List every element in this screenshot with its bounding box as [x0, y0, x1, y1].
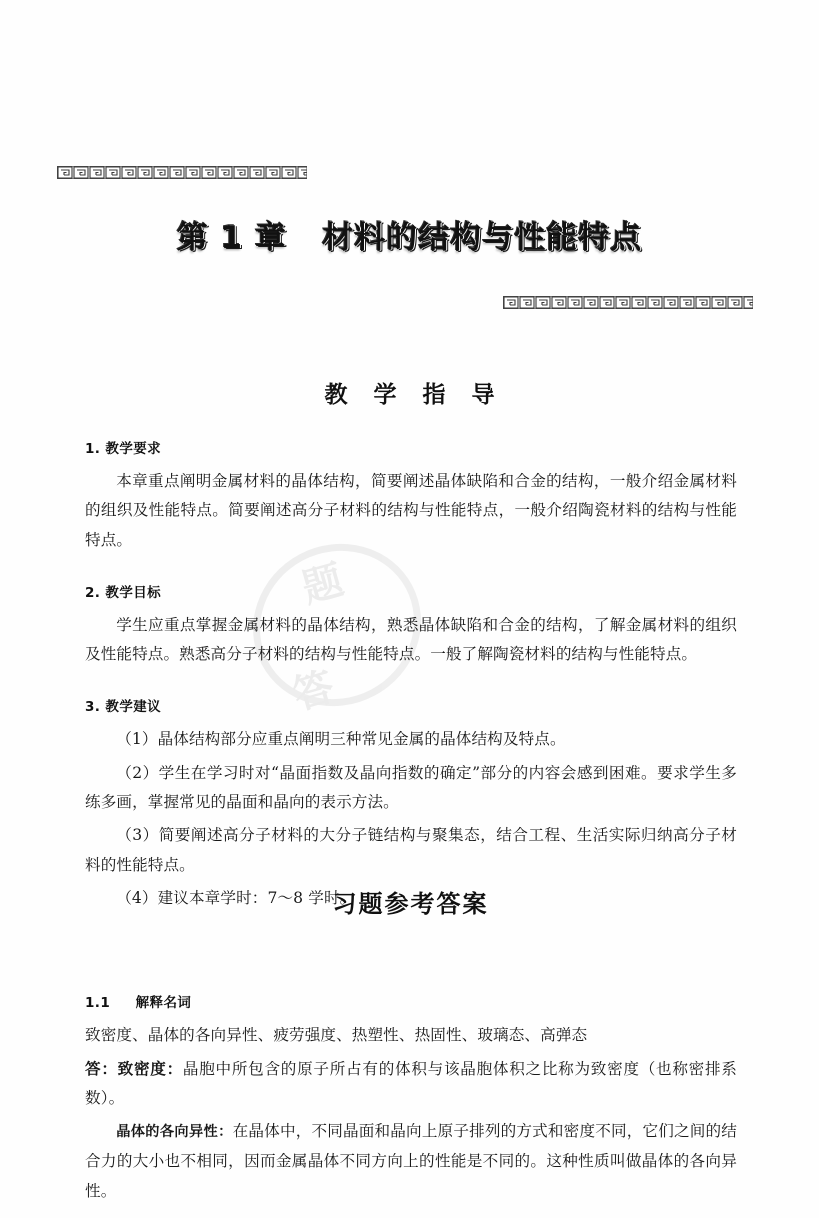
exercise-heading-1-1 [85, 991, 737, 1011]
exercise-title: 解释名词 [135, 995, 192, 1012]
exercise-heading-spacer [115, 995, 130, 1011]
section-teaching-requirements [85, 437, 737, 555]
section-heading-teaching-objectives: 2. 教学目标 [85, 584, 162, 601]
paragraph-teaching-suggestions-3: （3）简要阐述高分子材料的大分子链结构与聚集态，结合工程、生活实际归纳高分子材料的性能特点。 [85, 826, 737, 874]
spacer [85, 947, 737, 977]
spacer [85, 673, 737, 695]
chapter-title: 第 1 章 材料的结构与性能特点 [176, 220, 643, 256]
section-heading-teaching-suggestions: 3. 教学建议 [85, 699, 162, 716]
section-exercise-1-1 [85, 991, 737, 1206]
section-heading-teaching-requirements: 1. 教学要求 [85, 441, 162, 457]
paragraph-teaching-requirements-1: 本章重点阐明金属材料的晶体结构，简要阐述晶体缺陷和合金的结构，一般介绍金属材料的组织及性能特点。简要阐述高分子材料的结构与性能特点，一般介绍陶瓷材料的结构与性能特点。 [85, 472, 737, 549]
section-teaching-suggestions [85, 695, 737, 913]
answer-body-2: 在晶体中，不同晶面和晶向上原子排列的方式和密度不同，它们之间的结合力的大小也不相同，因而金属晶体不同方向上的性能是不同的。这种性质叫做晶体的各向异性。 [85, 1122, 738, 1200]
spacer [85, 559, 737, 581]
spacer [85, 977, 737, 991]
paragraph-teaching-objectives-1: 学生应重点掌握金属材料的晶体结构，熟悉晶体缺陷和合金的结构，了解金属材料的组织及性能特点。熟悉高分子材料的结构与性能特点。一般了解陶瓷材料的结构与性能特点。 [85, 615, 737, 664]
meander-border-bottom-icon [503, 296, 753, 309]
document-body [85, 437, 737, 1210]
heading-exercise-answers: 习题参考答案 [332, 890, 489, 918]
answer-lead-2: 晶体的各向异性： [116, 1124, 233, 1141]
paragraph-teaching-suggestions-2: （2）学生在学习时对“晶面指数及晶向指数的确定”部分的内容会感到困难。要求学生多练多画，掌握常见的晶面和晶向的表示方法。 [85, 763, 737, 812]
paragraph-teaching-suggestions-1: （1）晶体结构部分应重点阐明三种常见金属的晶体结构及特点。 [116, 730, 566, 749]
exercise-terms-line: 致密度、晶体的各向异性、疲劳强度、热塑性、热固性、玻璃态、高弹态 [85, 1026, 588, 1045]
answer-body-1: 晶胞中所包含的原子所占有的体积与该晶胞体积之比称为致密度（也称密排系数）。 [85, 1059, 737, 1107]
paragraph-teaching-suggestions-4: （4）建议本章学时：7～8 学时。 [116, 888, 356, 907]
exercise-answer-1 [85, 1055, 737, 1114]
exercise-answer-2 [85, 1117, 737, 1206]
watermark-char-2: 答 [288, 663, 342, 720]
watermark-char-1: 题 [297, 556, 351, 613]
exercise-number: 1.1 [85, 995, 111, 1012]
spacer [85, 917, 737, 947]
meander-border-top-icon [57, 166, 307, 179]
section-teaching-objectives [85, 581, 737, 670]
heading-teaching-guidance: 教 学 指 导 [324, 382, 504, 408]
answer-lead-1: 答：致密度： [85, 1059, 183, 1078]
